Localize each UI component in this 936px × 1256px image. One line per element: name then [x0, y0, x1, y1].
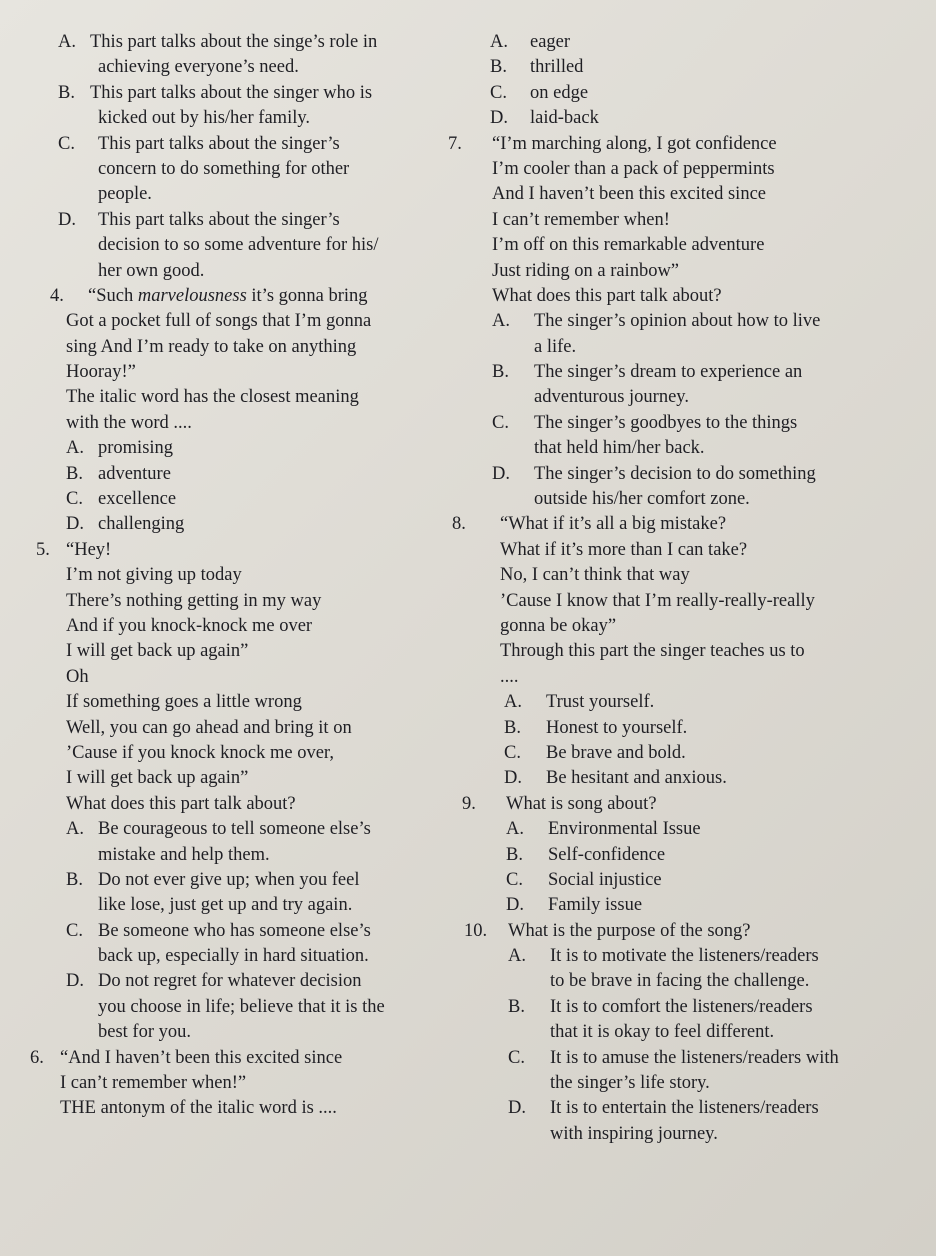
q5-option-a[interactable]: A. Be courageous to tell someone else’s mistake and help them.: [66, 819, 371, 865]
q6-option-c[interactable]: C. on edge: [490, 82, 589, 103]
q3-option-d[interactable]: D. This part talks about the singer’s decision to so some adventure for his/ her own good.: [58, 209, 379, 281]
q8-option-b[interactable]: B. Honest to yourself.: [504, 717, 688, 738]
question-7: 7. “I’m marching along, I got confidence I’m cooler than a pack of peppermints And I haven’t been this excited since I can’t remember when! I’m off on this remarkable adventure Just riding on a rainbow” What does this part talk about? A. The singer’s opinion about how to live a life. B. The singer’s dream to experience an adventurous journey. C. The singer’s goodbyes to the things that held him/her back. D. The singer’s decision to do something outside his/her comfort zone.: [448, 132, 888, 513]
q7-option-a[interactable]: A. The singer’s opinion about how to live a life.: [492, 311, 821, 357]
q4-option-d[interactable]: D. challenging: [66, 514, 185, 535]
q10-option-a[interactable]: A. It is to motivate the listeners/readers to be brave in facing the challenge.: [508, 946, 819, 992]
italic-word: marvelousness: [137, 285, 247, 306]
q5-option-d[interactable]: D. Do not regret for whatever decision you choose in life; believe that it is the best for you.: [66, 971, 385, 1043]
q8-option-a[interactable]: A. Trust yourself.: [504, 692, 655, 713]
question-8: 8. “What if it’s all a big mistake? What if it’s more than I can take? No, I can’t think that way ’Cause I know that I’m really-really-really gonna be okay” Through this part the singer teaches us to .... A. Trust yourself. B. Honest to yourself. C. Be brave and bold. D. Be hesitant and anxious.: [448, 512, 888, 791]
q8-option-d[interactable]: D. Be hesitant and anxious.: [504, 768, 727, 789]
q3-option-b[interactable]: B. This part talks about the singer who is kicked out by his/her family.: [58, 82, 373, 129]
q6-option-d[interactable]: D. laid-back: [490, 108, 599, 129]
q6-option-b[interactable]: B. thrilled: [490, 57, 584, 78]
q9-option-d[interactable]: D. Family issue: [506, 895, 643, 916]
q5-option-b[interactable]: B. Do not ever give up; when you feel like lose, just get up and try again.: [66, 869, 360, 916]
question-6: 6. “And I haven’t been this excited since I can’t remember when!” THE antonym of the italic word is ....: [30, 1047, 343, 1119]
q3-option-c[interactable]: C. This part talks about the singer’s concern to do something for other people.: [58, 133, 350, 205]
q9-option-c[interactable]: C. Social injustice: [506, 869, 662, 890]
left-column: [30, 30, 448, 1122]
q4-option-a[interactable]: A. promising: [66, 438, 174, 459]
q10-option-d[interactable]: D. It is to entertain the listeners/readers with inspiring journey.: [508, 1098, 819, 1144]
question-5: 5. “Hey! I’m not giving up today There’s nothing getting in my way And if you knock-knock me over I will get back up again” Oh If something goes a little wrong Well, you can go ahead and bring it on ’Cause if you knock knock me over, I will get back up again” What does this part talk about? A. Be courageous to tell someone else’s mistake and help them. B. Do not ever give up; when you feel like lose, just get up and try again. C. Be someone who has someone else’s back up, especially in hard situation. D. Do not regret for whatever decision you choose in life; believe that it is the best for you.: [58, 538, 448, 1046]
q4-option-b[interactable]: B. adventure: [66, 463, 171, 484]
q4-option-c[interactable]: C. excellence: [66, 489, 177, 510]
q5-option-c[interactable]: C. Be someone who has someone else’s back up, especially in hard situation.: [66, 920, 371, 967]
question-10: 10. What is the purpose of the song? A. It is to motivate the listeners/readers to be brave in facing the challenge. B. It is to comfort the listeners/readers that it is okay to feel different. C. It is to amuse the listeners/readers with the singer’s life story. D. It is to entertain the listeners/readers with inspiring journey.: [448, 919, 888, 1148]
question-9: 9. What is song about? A. Environmental Issue B. Self-confidence C. Social injustice D. Family issue: [448, 792, 888, 919]
q7-option-b[interactable]: B. The singer’s dream to experience an adventurous journey.: [492, 362, 803, 408]
q7-option-c[interactable]: C. The singer’s goodbyes to the things that held him/her back.: [492, 412, 798, 459]
q7-option-d[interactable]: D. The singer’s decision to do something outside his/her comfort zone.: [492, 463, 816, 510]
q3-option-a[interactable]: A. This part talks about the singe’s role in achieving everyone’s need.: [58, 32, 378, 78]
q6-option-a[interactable]: A. eager: [490, 32, 571, 52]
question-4: 4. “Such marvelousness it’s gonna bring Got a pocket full of songs that I’m gonna sing And I’m ready to take on anything Hooray!” The italic word has the closest meaning with the word .... A. promising B. adventure C. excellence D. challenging: [58, 284, 448, 538]
q9-option-b[interactable]: B. Self-confidence: [506, 844, 666, 865]
q10-option-b[interactable]: B. It is to comfort the listeners/readers that it is okay to feel different.: [508, 996, 813, 1043]
q10-option-c[interactable]: C. It is to amuse the listeners/readers with the singer’s life story.: [508, 1047, 839, 1094]
q8-option-c[interactable]: C. Be brave and bold.: [504, 742, 686, 763]
q9-option-a[interactable]: A. Environmental Issue: [506, 819, 701, 840]
right-column: [448, 30, 888, 1147]
